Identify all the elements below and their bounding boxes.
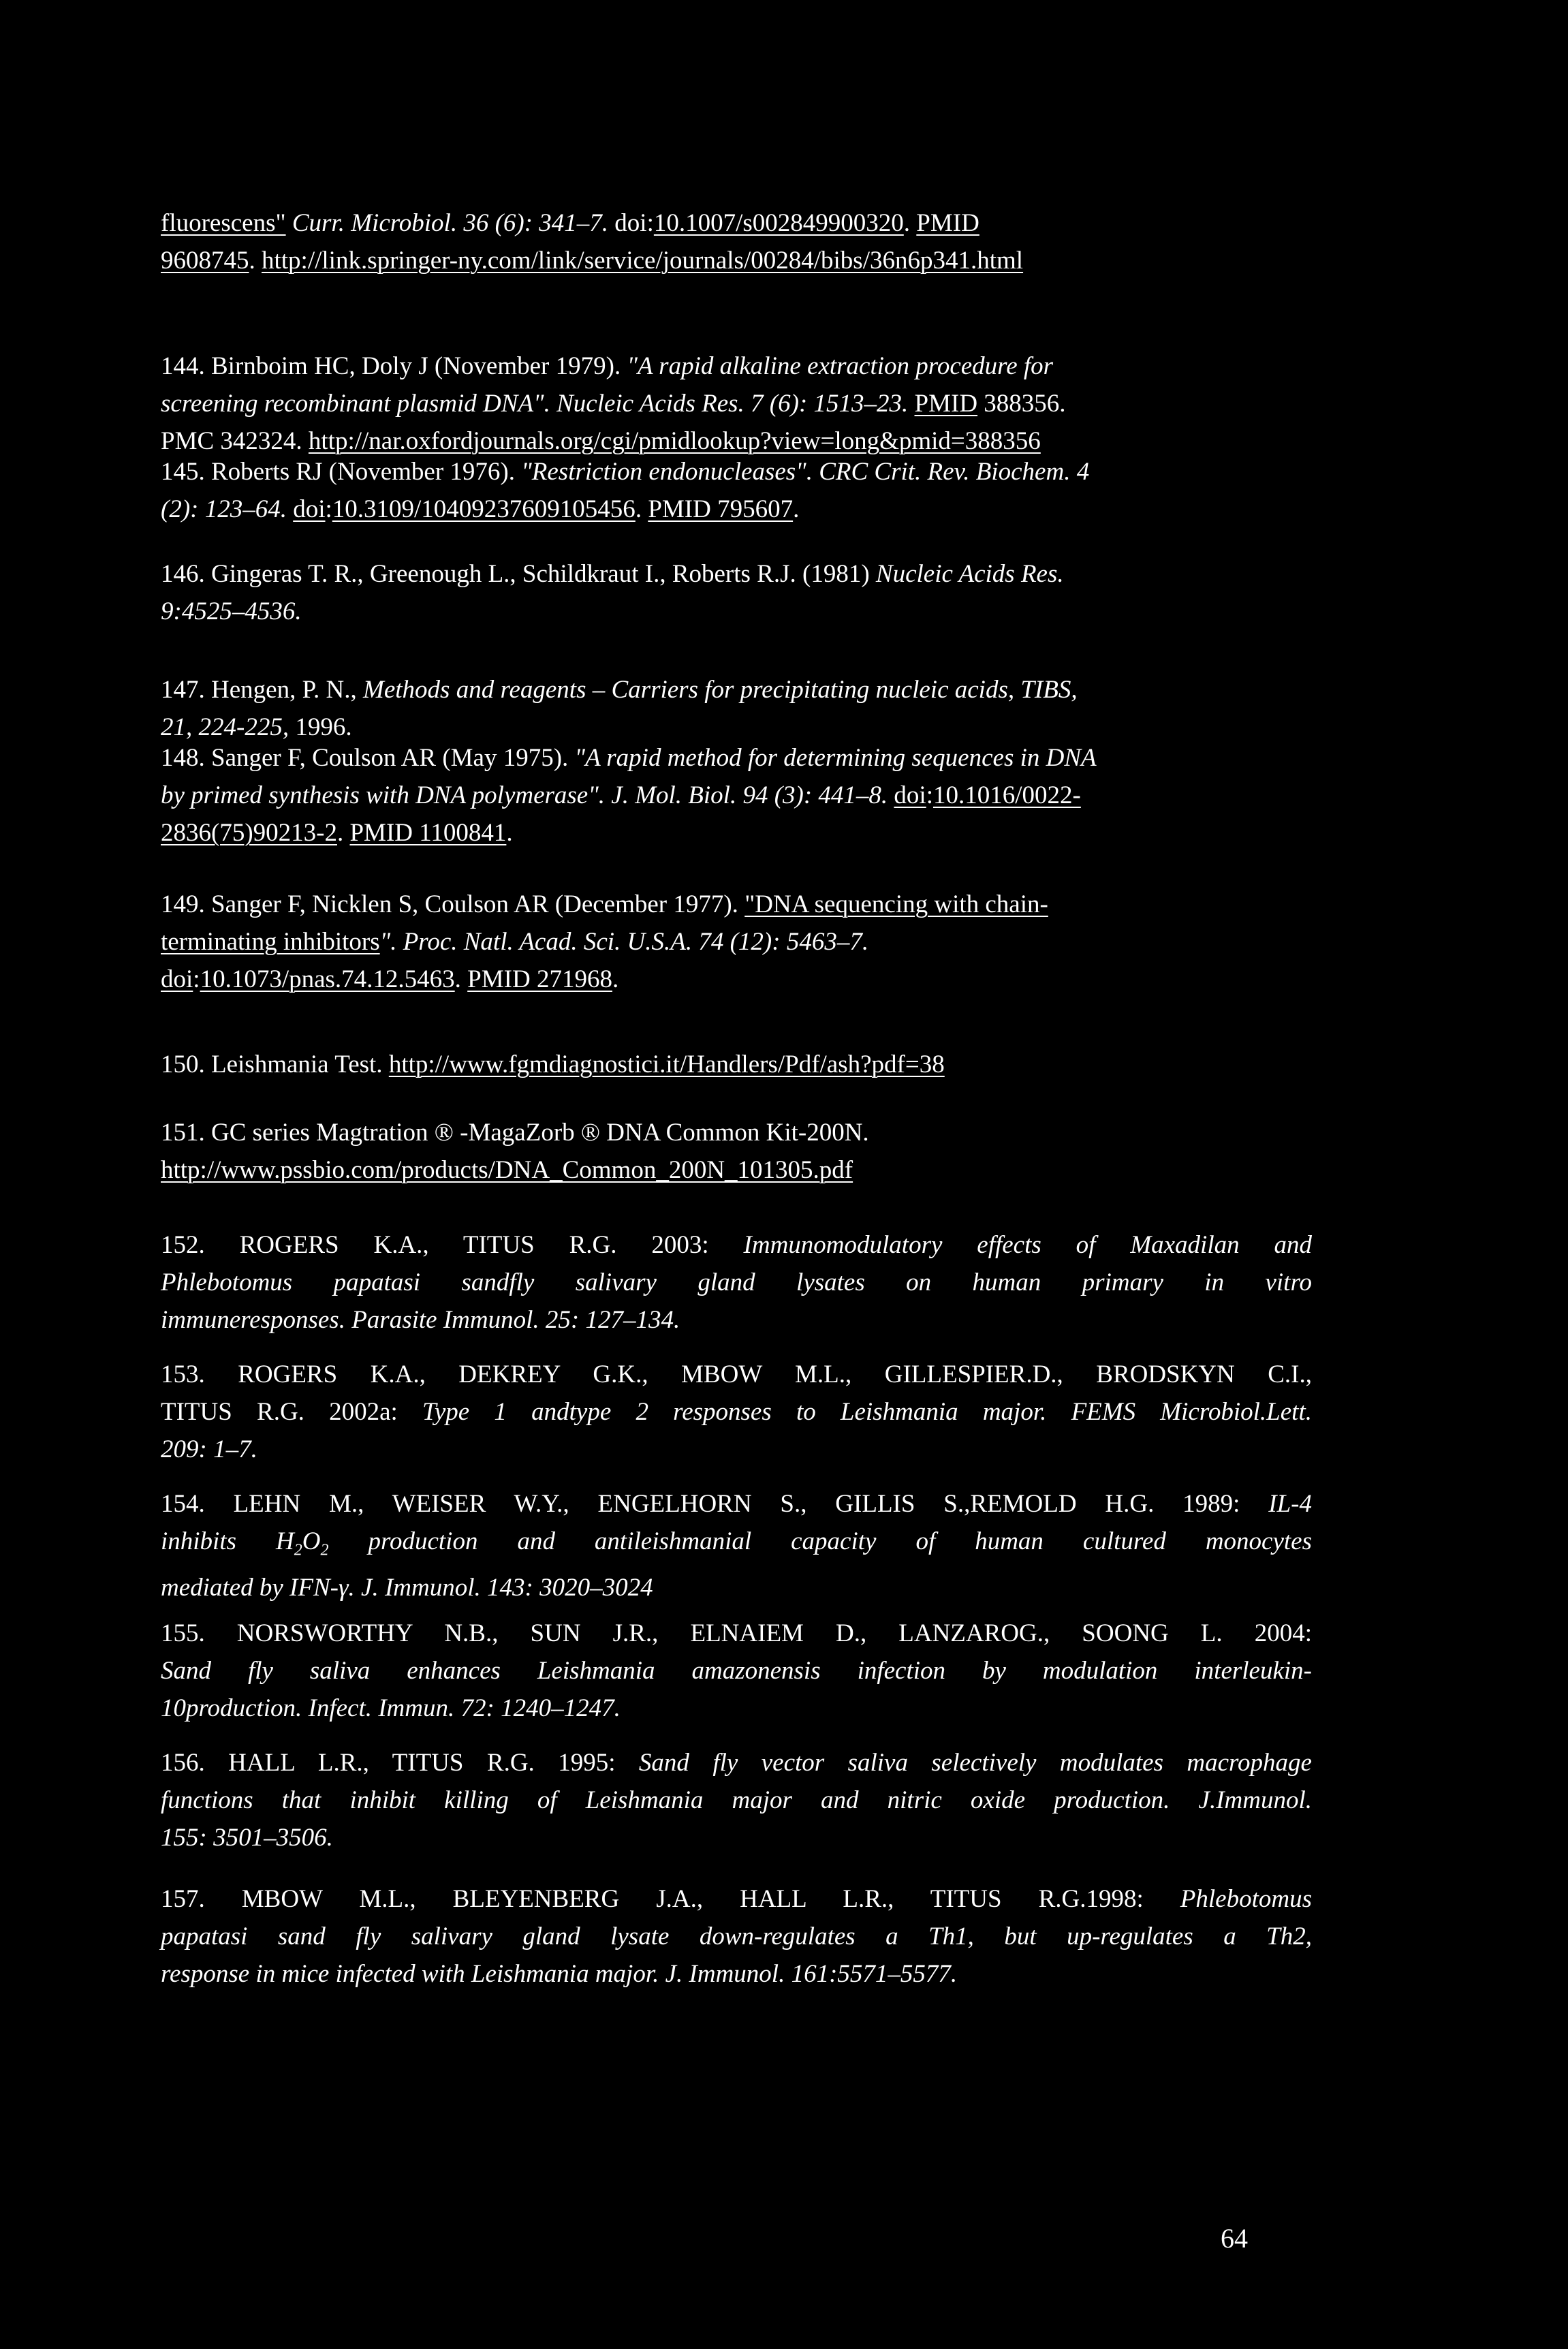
- reference-line: [161, 347, 1312, 385]
- reference-text: .: [336, 819, 350, 847]
- reference-line: [161, 1652, 1312, 1690]
- reference-link[interactable]: http://nar.oxfordjournals.org/cgi/pmidlookup?view=long&pmid=388356: [308, 427, 1041, 455]
- reference-text: 154. LEHN M., WEISER W.Y., ENGELHORN S., GILLIS S.,REMOLD H.G. 1989:: [161, 1490, 1269, 1518]
- reference-line: [161, 777, 1312, 814]
- reference-entry: [161, 1356, 1312, 1468]
- reference-line: [161, 1356, 1312, 1393]
- reference-text: :: [193, 965, 200, 993]
- reference-entry: [161, 347, 1312, 460]
- reference-text: 147. Hengen, P. N.,: [161, 676, 364, 704]
- reference-italic-text: inhibits H: [161, 1527, 294, 1555]
- reference-entry: [161, 1880, 1312, 1993]
- reference-text: .: [454, 965, 468, 993]
- reference-line: [161, 1615, 1312, 1652]
- reference-line: [161, 204, 1312, 242]
- reference-line: [161, 1880, 1312, 1918]
- reference-text: 149. Sanger F, Nicklen S, Coulson AR (December 1977).: [161, 890, 745, 918]
- reference-text: .: [506, 819, 513, 847]
- reference-line: [161, 1782, 1312, 1819]
- page-number: 64: [1221, 2223, 1248, 2254]
- reference-italic-text: mediated by IFN-γ. J. Immunol. 143: 3020–3024: [161, 1574, 653, 1602]
- reference-text: :: [926, 781, 933, 809]
- reference-line: [161, 1819, 1312, 1856]
- reference-text: .: [903, 209, 917, 237]
- reference-italic-text: (2): 123–64.: [161, 495, 287, 523]
- reference-link[interactable]: fluorescens": [161, 209, 286, 237]
- reference-line: [161, 739, 1312, 777]
- reference-italic-text: Methods and reagents – Carriers for precipitating nucleic acids, TIBS,: [363, 676, 1078, 704]
- reference-line: [161, 1114, 1312, 1151]
- reference-italic-text: functions that inhibit killing of Leishmania major and nitric oxide production. J.Immunol.: [161, 1786, 1312, 1814]
- subscript-text: 2: [294, 1541, 302, 1559]
- reference-text: PMC 342324.: [161, 427, 309, 455]
- reference-italic-text: ". Proc. Natl. Acad. Sci. U.S.A. 74 (12): 5463–7.: [379, 928, 869, 956]
- reference-entry: [161, 1046, 1312, 1083]
- reference-text: [908, 390, 914, 418]
- reference-italic-text: Phlebotomus papatasi sandfly salivary gland lysates on human primary in vitro: [161, 1269, 1312, 1296]
- reference-italic-text: "A rapid method for determining sequences in DNA: [574, 744, 1097, 772]
- reference-italic-text: O: [302, 1527, 321, 1555]
- reference-line: [161, 923, 1312, 961]
- reference-entry: [161, 739, 1312, 852]
- reference-text: .: [793, 495, 800, 523]
- reference-text: 388356.: [977, 390, 1066, 418]
- reference-link[interactable]: doi: [293, 495, 326, 523]
- reference-line: [161, 1264, 1312, 1301]
- reference-italic-text: Type 1 andtype 2 responses to Leishmania major. FEMS Microbiol.Lett.: [422, 1398, 1312, 1426]
- reference-italic-text: immuneresponses. Parasite Immunol. 25: 127–134.: [161, 1306, 680, 1334]
- reference-line: [161, 1431, 1312, 1468]
- reference-line: [161, 1151, 1312, 1189]
- reference-link[interactable]: 2836(75)90213-2: [161, 819, 337, 847]
- reference-text: 145. Roberts RJ (November 1976).: [161, 458, 522, 486]
- reference-line: [161, 1690, 1312, 1727]
- reference-line: [161, 453, 1312, 491]
- reference-italic-text: Sand fly vector saliva selectively modulates macrophage: [638, 1749, 1312, 1777]
- reference-line: [161, 385, 1312, 422]
- reference-text: 1996.: [289, 713, 352, 741]
- reference-line: [161, 491, 1312, 528]
- reference-link[interactable]: http://www.pssbio.com/products/DNA_Common_200N_101305.pdf: [161, 1156, 853, 1184]
- reference-text: 146. Gingeras T. R., Greenough L., Schildkraut I., Roberts R.J. (1981): [161, 560, 876, 588]
- reference-link[interactable]: "DNA sequencing with chain-: [744, 890, 1048, 918]
- reference-italic-text: production and antileishmanial capacity of human cultured monocytes: [328, 1527, 1312, 1555]
- reference-line: [161, 671, 1312, 709]
- reference-link[interactable]: http://link.springer-ny.com/link/service/journals/00284/bibs/36n6p341.html: [262, 247, 1024, 275]
- reference-link[interactable]: http://www.fgmdiagnostici.it/Handlers/Pdf/ash?pdf=38: [388, 1051, 945, 1078]
- reference-line: [161, 593, 1312, 630]
- reference-line: [161, 961, 1312, 998]
- reference-text: :: [325, 495, 332, 523]
- reference-italic-text: papatasi sand fly salivary gland lysate down-regulates a Th1, but up-regulates a Th2,: [161, 1923, 1312, 1950]
- reference-italic-text: "Restriction endonucleases". CRC Crit. Rev. Biochem. 4: [521, 458, 1090, 486]
- reference-text: 156. HALL L.R., TITUS R.G. 1995:: [161, 1749, 639, 1777]
- reference-italic-text: response in mice infected with Leishmania major. J. Immunol. 161:5571–5577.: [161, 1960, 958, 1988]
- reference-link[interactable]: PMID 795607: [648, 495, 794, 523]
- subscript-text: 2: [320, 1541, 329, 1559]
- reference-text: .: [635, 495, 648, 523]
- reference-line: [161, 1569, 1312, 1606]
- reference-line: [161, 886, 1312, 923]
- reference-entry: [161, 671, 1312, 746]
- reference-link[interactable]: terminating inhibitors: [161, 928, 380, 956]
- reference-line: [161, 1955, 1312, 1993]
- reference-link[interactable]: PMID: [916, 209, 979, 237]
- reference-link[interactable]: 10.1016/0022-: [932, 781, 1081, 809]
- reference-link[interactable]: PMID: [914, 390, 978, 418]
- reference-italic-text: "A rapid alkaline extraction procedure for: [627, 352, 1054, 380]
- reference-entry: [161, 1615, 1312, 1727]
- reference-entry: [161, 1485, 1312, 1606]
- reference-text: 152. ROGERS K.A., TITUS R.G. 2003:: [161, 1231, 744, 1259]
- reference-link[interactable]: 10.1007/s002849900320: [653, 209, 904, 237]
- reference-link[interactable]: 9608745: [161, 247, 249, 275]
- reference-line: [161, 1393, 1312, 1431]
- reference-line: [161, 1523, 1312, 1569]
- reference-entry: [161, 1744, 1312, 1856]
- reference-entry: [161, 204, 1312, 279]
- reference-italic-text: 209: 1–7.: [161, 1435, 257, 1463]
- reference-entry: [161, 453, 1312, 528]
- reference-entry: [161, 1226, 1312, 1339]
- reference-italic-text: Immunomodulatory effects of Maxadilan and: [743, 1231, 1313, 1259]
- reference-line: [161, 555, 1312, 593]
- reference-italic-text: screening recombinant plasmid DNA". Nucleic Acids Res. 7 (6): 1513–23.: [161, 390, 909, 418]
- reference-text: 148. Sanger F, Coulson AR (May 1975).: [161, 744, 575, 772]
- reference-text: .: [612, 965, 619, 993]
- reference-entry: [161, 1114, 1312, 1189]
- reference-italic-text: 9:4525–4536.: [161, 597, 302, 625]
- reference-italic-text: Phlebotomus: [1180, 1885, 1312, 1913]
- reference-line: [161, 814, 1312, 852]
- reference-italic-text: Curr. Microbiol. 36 (6): 341–7.: [285, 209, 609, 237]
- reference-text: TITUS R.G. 2002a:: [161, 1398, 423, 1426]
- reference-link[interactable]: 10.3109/10409237609105456: [332, 495, 636, 523]
- reference-italic-text: 21, 224-225,: [161, 713, 289, 741]
- reference-entry: [161, 555, 1312, 630]
- reference-text: doi:: [608, 209, 654, 237]
- reference-text: 144. Birnboim HC, Doly J (November 1979).: [161, 352, 627, 380]
- reference-italic-text: Nucleic Acids Res.: [875, 560, 1064, 588]
- reference-text: 155. NORSWORTHY N.B., SUN J.R., ELNAIEM D., LANZAROG., SOONG L. 2004:: [161, 1619, 1312, 1647]
- reference-link[interactable]: doi: [894, 781, 926, 809]
- reference-link[interactable]: PMID 1100841: [349, 819, 507, 847]
- reference-italic-text: by primed synthesis with DNA polymerase". J. Mol. Biol. 94 (3): 441–8.: [161, 781, 888, 809]
- reference-line: [161, 242, 1312, 279]
- reference-line: [161, 1046, 1312, 1083]
- reference-text: 150. Leishmania Test.: [161, 1051, 389, 1078]
- reference-entry: [161, 886, 1312, 998]
- reference-line: [161, 1918, 1312, 1955]
- reference-text: 151. GC series Magtration ® -MagaZorb ® DNA Common Kit-200N.: [161, 1119, 869, 1147]
- reference-text: [287, 495, 293, 523]
- reference-italic-text: 155: 3501–3506.: [161, 1824, 333, 1852]
- reference-link[interactable]: PMID 271968: [467, 965, 612, 993]
- reference-line: [161, 1301, 1312, 1339]
- reference-line: [161, 1485, 1312, 1523]
- reference-line: [161, 1226, 1312, 1264]
- reference-text: 157. MBOW M.L., BLEYENBERG J.A., HALL L.R., TITUS R.G.1998:: [161, 1885, 1180, 1913]
- reference-link[interactable]: doi: [161, 965, 193, 993]
- reference-text: .: [249, 247, 262, 275]
- reference-link[interactable]: 10.1073/pnas.74.12.5463: [200, 965, 455, 993]
- reference-italic-text: Sand fly saliva enhances Leishmania amazonensis infection by modulation interleukin-: [161, 1657, 1312, 1685]
- reference-line: [161, 1744, 1312, 1782]
- reference-italic-text: 10production. Infect. Immun. 72: 1240–1247.: [161, 1694, 621, 1722]
- reference-italic-text: IL-4: [1268, 1490, 1312, 1518]
- reference-text: 153. ROGERS K.A., DEKREY G.K., MBOW M.L., GILLESPIER.D., BRODSKYN C.I.,: [161, 1360, 1312, 1388]
